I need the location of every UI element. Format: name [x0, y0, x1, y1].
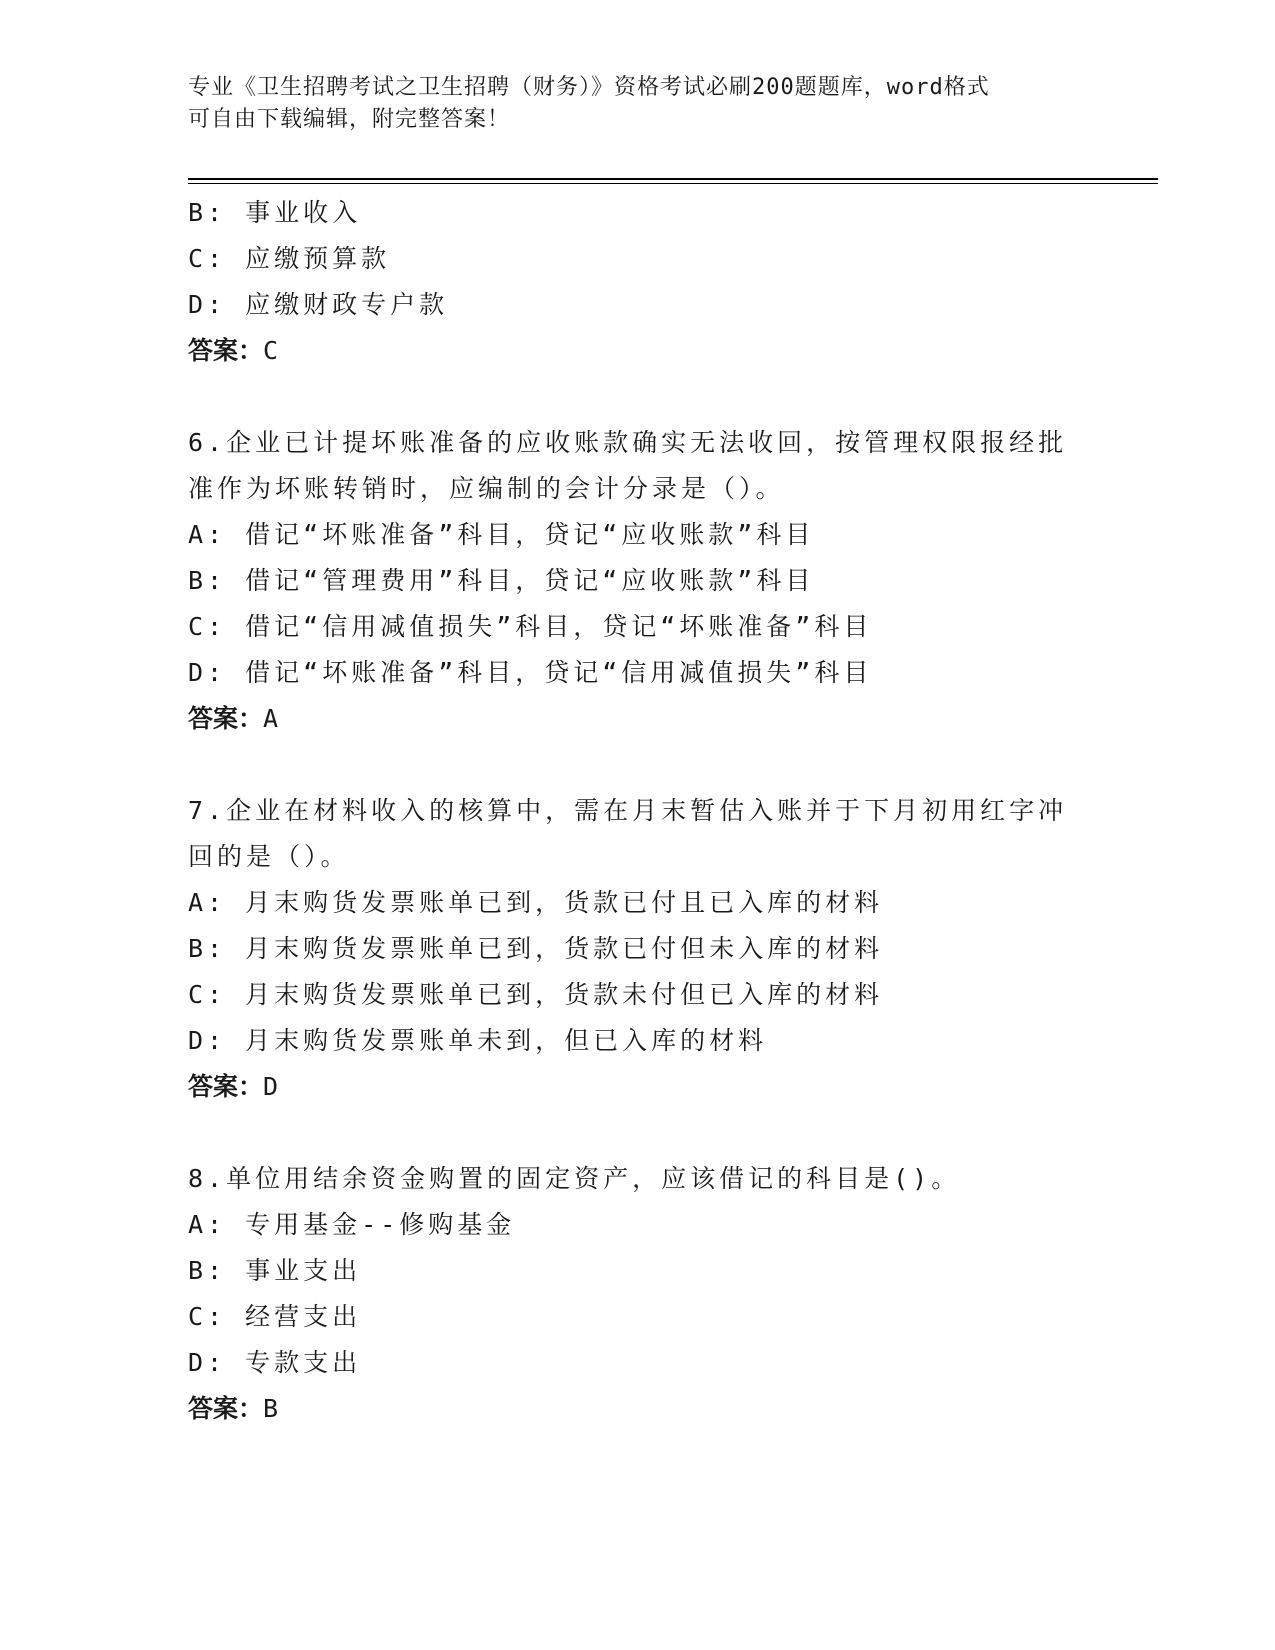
answer-label: 答案：: [188, 1394, 264, 1423]
answer-line: [188, 1064, 1088, 1110]
option-b: B: 事业支出: [188, 1256, 362, 1285]
option-d: D: 借记“坏账准备”科目，贷记“信用减值损失”科目: [188, 658, 873, 687]
spacer: [188, 374, 1088, 420]
answer-value: D: [263, 1072, 280, 1101]
header-title-line-2: 可自由下载编辑，附完整答案！: [188, 107, 511, 132]
option-c: C: 经营支出: [188, 1302, 362, 1331]
answer-value: A: [263, 704, 280, 733]
header-divider-thin: [188, 183, 1158, 184]
spacer: [188, 1110, 1088, 1156]
option-d: D: 应缴财政专户款: [188, 290, 449, 319]
option-d: D: 专款支出: [188, 1348, 362, 1377]
answer-line: [188, 696, 1088, 742]
spacer: [188, 742, 1088, 788]
answer-line: [188, 1386, 1088, 1432]
option-c: C: 月末购货发票账单已到，货款未付但已入库的材料: [188, 980, 884, 1009]
question-5-continuation: [188, 190, 1088, 374]
answer-label: 答案：: [188, 336, 264, 365]
answer-line: [188, 328, 1088, 374]
option-a: A: 月末购货发票账单已到，货款已付且已入库的材料: [188, 888, 884, 917]
option-b: B: 借记“管理费用”科目，贷记“应收账款”科目: [188, 566, 815, 595]
question-stem: 准作为坏账转销时，应编制的会计分录是（）。: [188, 474, 785, 503]
header-divider-thick: [188, 178, 1158, 180]
option-a: A: 专用基金--修购基金: [188, 1210, 516, 1239]
header-title-line-1: 专业《卫生招聘考试之卫生招聘（财务）》资格考试必刷200题题库，word格式: [188, 75, 990, 100]
option-c: C: 应缴预算款: [188, 244, 391, 273]
document-header: [188, 72, 1088, 136]
answer-value: C: [263, 336, 280, 365]
answer-value: B: [263, 1394, 280, 1423]
question-8: [188, 1156, 1088, 1432]
question-stem: 8.单位用结余资金购置的固定资产，应该借记的科目是()。: [188, 1164, 961, 1193]
question-stem: 回的是（）。: [188, 842, 350, 871]
question-7: [188, 788, 1088, 1110]
option-c: C: 借记“信用减值损失”科目，贷记“坏账准备”科目: [188, 612, 873, 641]
option-b: B: 月末购货发票账单已到，货款已付但未入库的材料: [188, 934, 884, 963]
answer-label: 答案：: [188, 704, 264, 733]
option-d: D: 月末购货发票账单未到，但已入库的材料: [188, 1026, 768, 1055]
question-list: [188, 190, 1088, 1432]
question-stem: 7.企业在材料收入的核算中，需在月末暂估入账并于下月初用红字冲: [188, 796, 1068, 825]
question-stem: 6.企业已计提坏账准备的应收账款确实无法收回，按管理权限报经批: [188, 428, 1068, 457]
option-a: A: 借记“坏账准备”科目，贷记“应收账款”科目: [188, 520, 815, 549]
option-b: B: 事业收入: [188, 198, 362, 227]
question-6: [188, 420, 1088, 742]
answer-label: 答案：: [188, 1072, 264, 1101]
